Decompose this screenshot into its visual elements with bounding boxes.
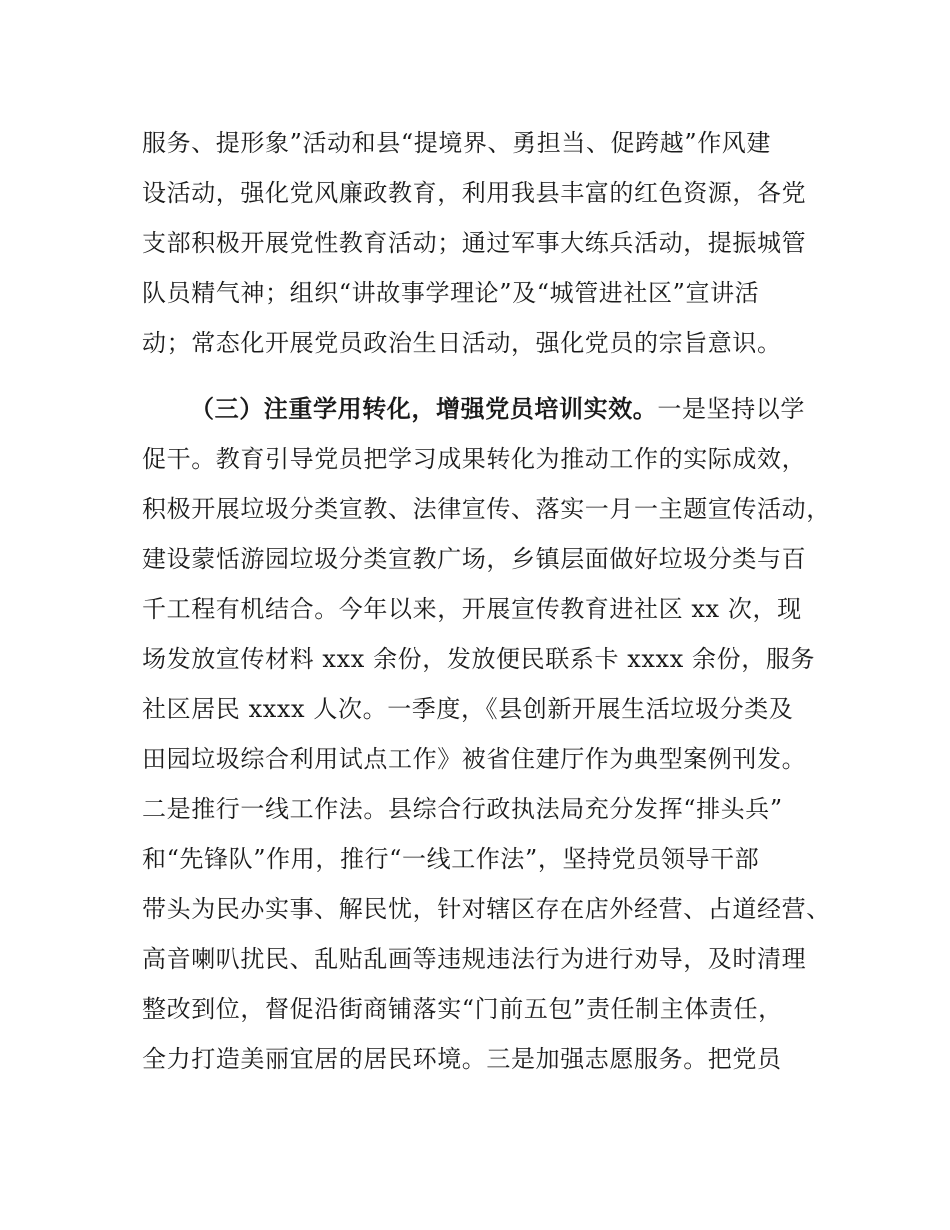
- section-heading: （三）注重学用转化，增强党员培训实效。: [190, 394, 658, 423]
- paragraph-2-line-13: 整改到位，督促沿街商铺落实“门前五包”责任制主体责任，: [142, 995, 783, 1023]
- paragraph-2-line-9: 二是推行一线工作法。县综合行政执法局充分发挥“排头兵”: [142, 795, 783, 823]
- paragraph-2-line-4: 建设蒙恬游园垃圾分类宣教广场，乡镇层面做好垃圾分类与百: [142, 545, 807, 573]
- section-heading-continuation: 一是坚持以学: [657, 395, 806, 423]
- paragraph-1-line-4: 队员精气神；组织“讲故事学理论”及“城管进社区”宣讲活: [142, 279, 760, 307]
- paragraph-1-line-3: 支部积极开展党性教育活动；通过军事大练兵活动，提振城管: [142, 229, 807, 257]
- paragraph-2-line-6: 场发放宣传材料 xxx 余份，发放便民联系卡 xxxx 余份，服务: [142, 645, 816, 673]
- paragraph-2-line-7: 社区居民 xxxx 人次。一季度，《县创新开展生活垃圾分类及: [142, 695, 794, 723]
- paragraph-2-line-10: 和“先锋队”作用，推行“一线工作法”，坚持党员领导干部: [142, 845, 760, 873]
- paragraph-1-line-2: 设活动，强化党风廉政教育，利用我县丰富的红色资源，各党: [142, 179, 807, 207]
- paragraph-2-line-12: 高音喇叭扰民、乱贴乱画等违规违法行为进行劝导，及时清理: [142, 945, 807, 973]
- paragraph-2-line-8: 田园垃圾综合利用试点工作》被省住建厅作为典型案例刊发。: [142, 745, 807, 773]
- paragraph-1-line-1: 服务、提形象”活动和县“提境界、勇担当、促跨越”作风建: [142, 129, 772, 157]
- paragraph-2-line-11: 带头为民办实事、解民忧，针对辖区存在店外经营、占道经营、: [142, 895, 831, 923]
- paragraph-2-line-5: 千工程有机结合。今年以来，开展宣传教育进社区 xx 次，现: [142, 595, 802, 623]
- paragraph-1-line-5: 动；常态化开展党员政治生日活动，强化党员的宗旨意识。: [142, 329, 782, 357]
- paragraph-2-line-1: [190, 394, 805, 424]
- paragraph-2-line-14: 全力打造美丽宜居的居民环境。三是加强志愿服务。把党员: [142, 1045, 782, 1073]
- paragraph-2-line-3: 积极开展垃圾分类宣教、法律宣传、落实一月一主题宣传活动，: [142, 495, 831, 523]
- paragraph-2-line-2: 促干。教育引导党员把学习成果转化为推动工作的实际成效，: [142, 445, 807, 473]
